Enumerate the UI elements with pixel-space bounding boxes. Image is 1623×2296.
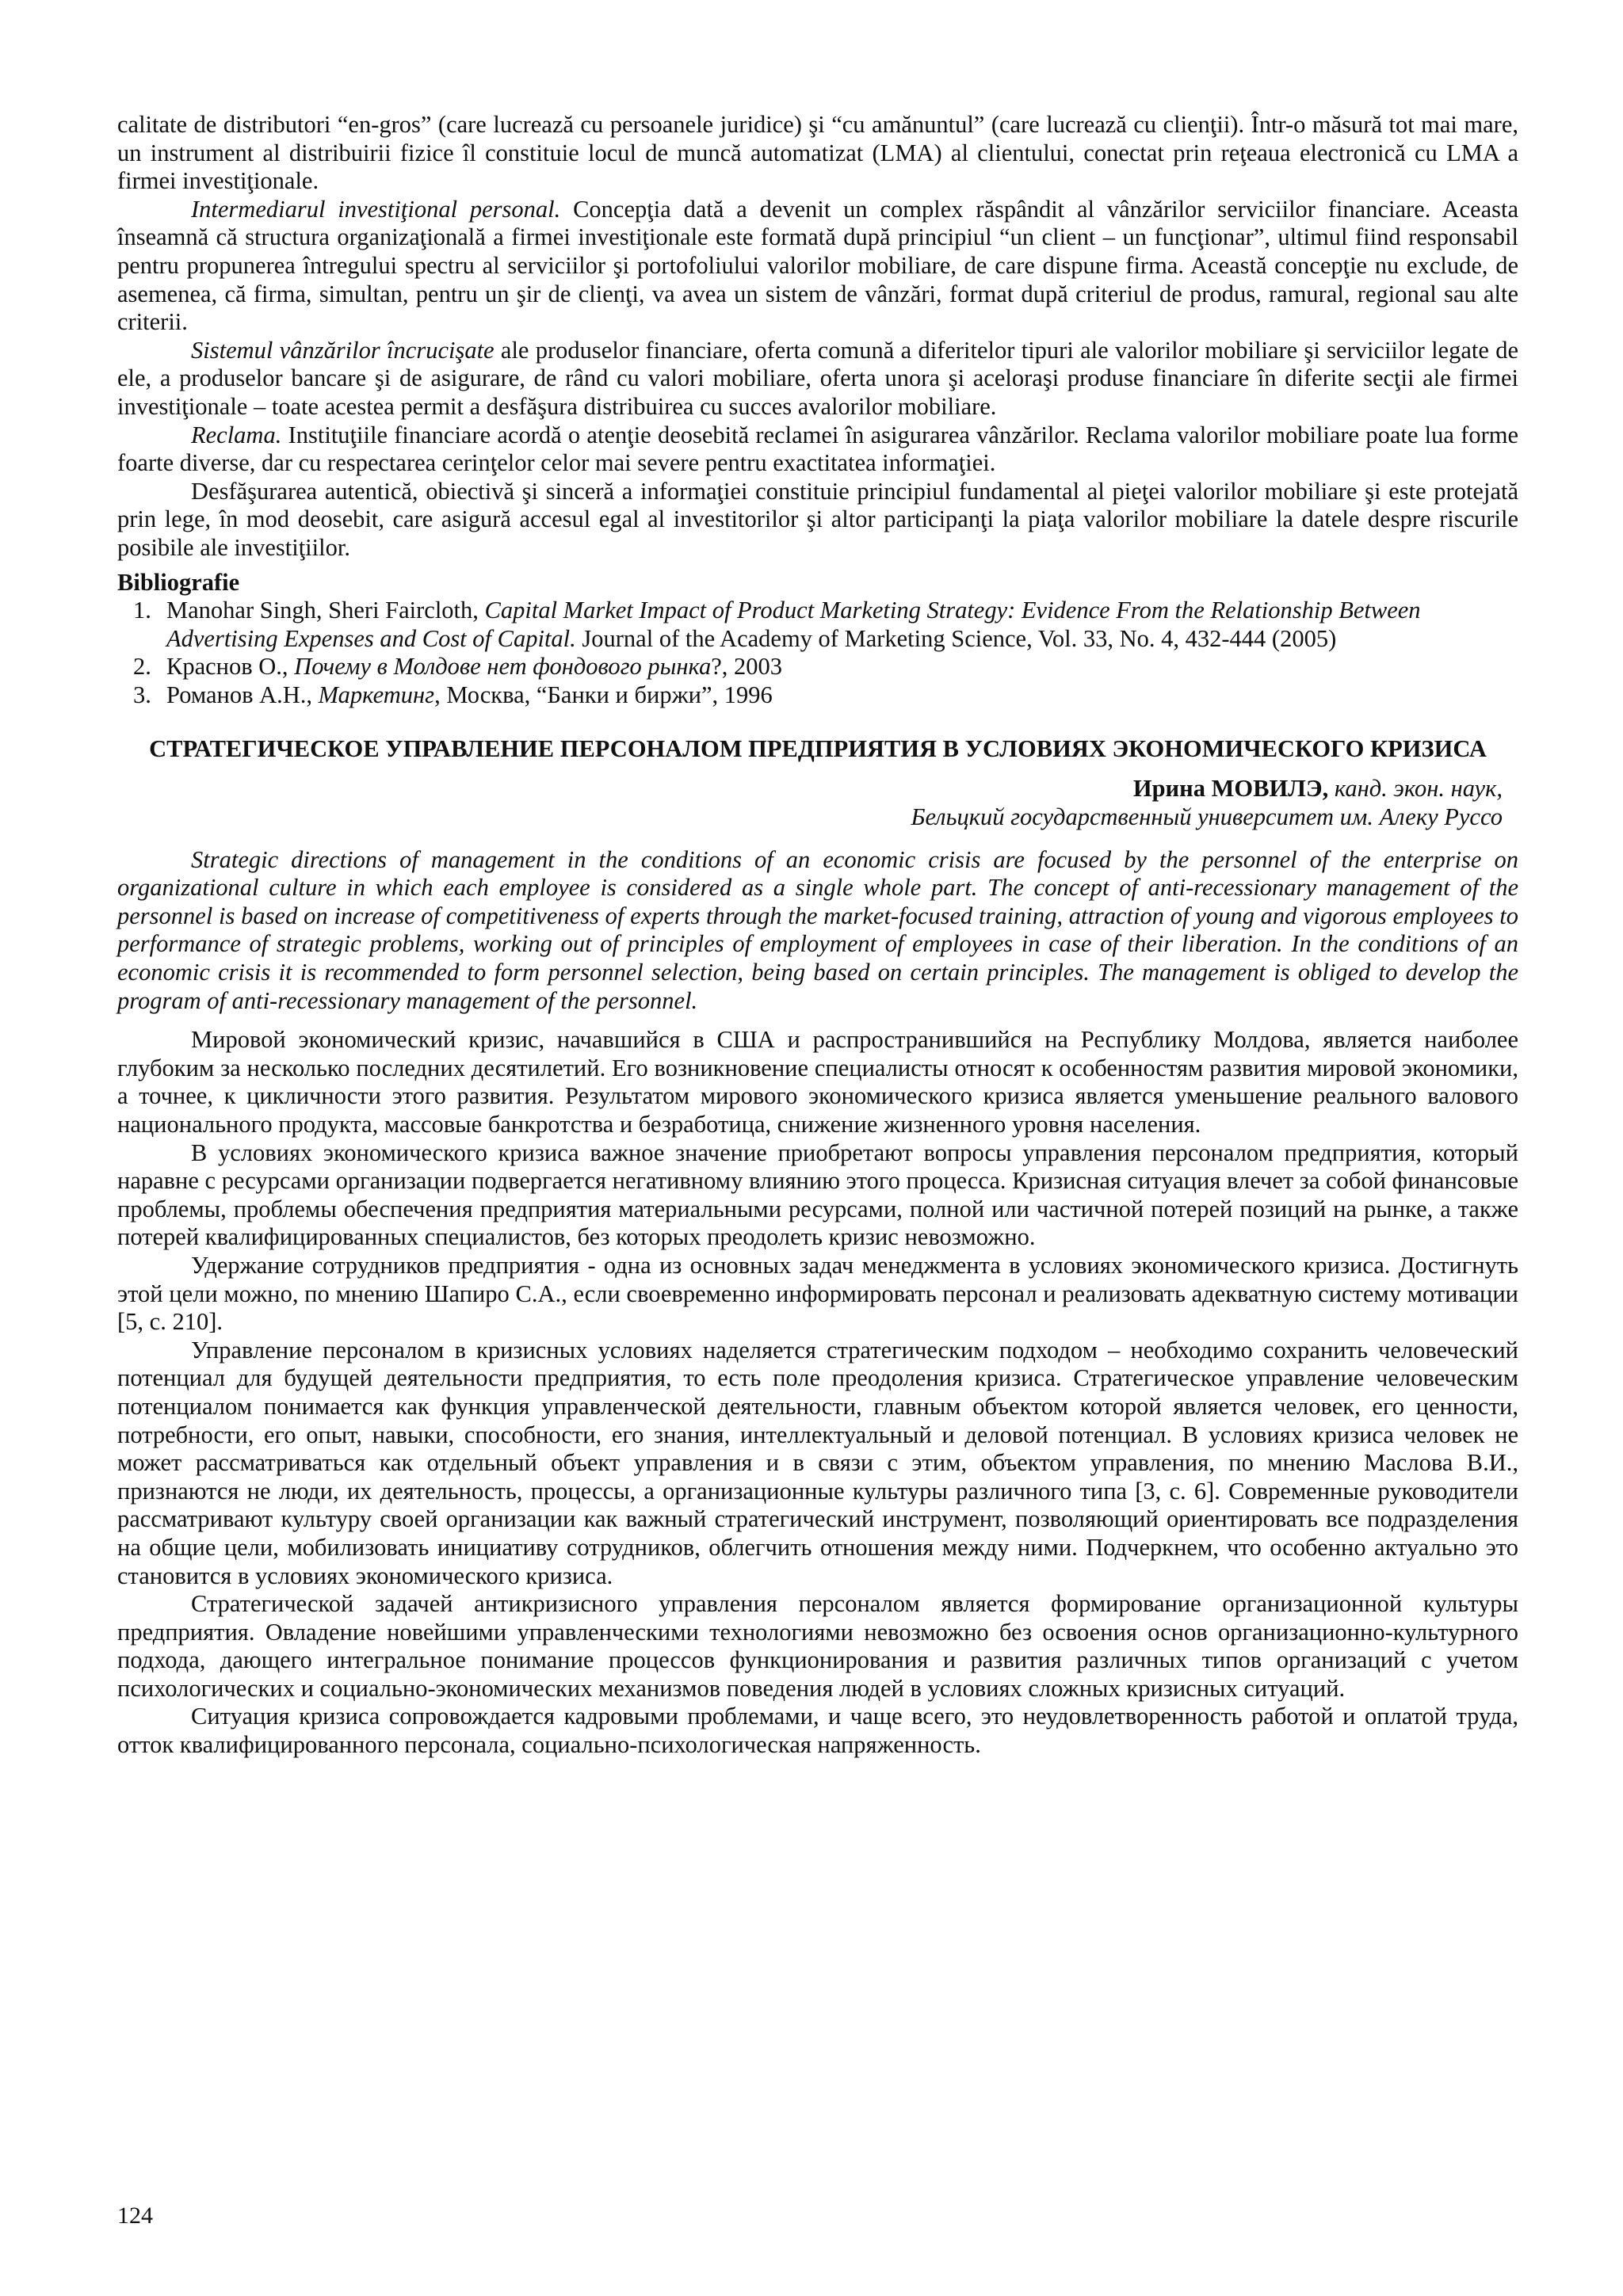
article-body bbox=[117, 1026, 1518, 1759]
bibliography-list bbox=[117, 597, 1518, 709]
paragraph-lead: Sistemul vânzărilor încrucişate bbox=[191, 336, 495, 364]
bibliography-number: 3. bbox=[133, 681, 151, 708]
author-line bbox=[117, 775, 1518, 803]
bibliography-details: , Москва, “Банки и биржи”, 1996 bbox=[434, 681, 773, 708]
paragraph-4 bbox=[117, 421, 1518, 478]
paragraph-text: Concepţia dată a devenit un complex răspândit al vânzărilor serviciilor financiare. Aceasta înseamnă că structura organizaţională a firmei investiţionale este formată după principiul “un client – un funcţionar”, ultimul fiind responsabil pentru propunerea întregului spectru al serviciilor şi portofoliului valorilor mobiliare, de care dispune firma. Această concepţie nu exclude, de asemenea, că firma, simultan, pentru un şir de clienţi, va avea un sistem de vânzări, format după criteriul de produs, ramural, regional sau alte criterii. bbox=[117, 195, 1518, 336]
abstract: Strategic directions of management in the conditions of an economic crisis are focused by the personnel of the enterprise on organizational culture in which each employee is considered as a single whole part. The concept of anti-recessionary management of the personnel is based on increase of competitiveness of experts through the market-focused training, attraction of young and vigorous employees to performance of strategic problems, working out of principles of employment of employees in case of their liberation. In the conditions of an economic crisis it is recommended to form personnel selection, being based on certain principles. The management is obliged to develop the program of anti-recessionary management of the personnel. bbox=[117, 845, 1518, 1014]
paragraph-text: Desfăşurarea autentică, obiectivă şi sinceră a informaţiei constituie principiul fundamental al pieţei valorilor mobiliare şi este protejată prin lege, în mod deosebit, care asigură accesul egal al investitorilor şi altor participanţi la piaţa valorilor mobiliare la datele despre riscurile posibile ale investiţiilor. bbox=[117, 477, 1518, 561]
body-paragraph: Удержание сотрудников предприятия - одна из основных задач менеджмента в условиях экономического кризиса. Достигнуть этой цели можно, по мнению Шапиро С.А., если своевременно информировать персонал и реализовать адекватную систему мотивации [5, с. 210]. bbox=[117, 1251, 1518, 1336]
bibliography-number: 1. bbox=[133, 597, 151, 624]
bibliography-title: Почему в Молдове нет фондового рынка bbox=[294, 653, 712, 681]
bibliography-number: 2. bbox=[133, 653, 151, 681]
bibliography-item bbox=[117, 681, 1518, 710]
paragraph-1 bbox=[117, 111, 1518, 196]
author-degree: канд. экон. наук, bbox=[1328, 775, 1503, 803]
paragraph-lead: Intermediarul investiţional personal. bbox=[191, 195, 561, 223]
paragraph-3 bbox=[117, 337, 1518, 421]
paragraph-text: calitate de distributori “en-gros” (care lucrează cu persoanele juridice) şi “cu amănuntul” (care lucrează cu clienţii). Într-o măsură tot mai mare, un instrument al distribuirii fizice îl constituie locul de muncă automatizat (LMA) al clientului, conectat prin reţeaua electronică cu LMA a firmei investiţionale. bbox=[117, 111, 1518, 195]
paragraph-2 bbox=[117, 196, 1518, 337]
author-affiliation: Бельцкий государственный университет им. Алеку Руссо bbox=[911, 803, 1503, 831]
bibliography-authors: Краснов О., bbox=[166, 653, 295, 681]
page-content bbox=[117, 111, 1518, 1760]
body-paragraph: В условиях экономического кризиса важное значение приобретают вопросы управления персоналом предприятия, который наравне с ресурсами организации подвергается негативному влиянию этого процесса. Кризисная ситуация влечет за собой финансовые проблемы, проблемы обеспечения предприятия материальными ресурсами, полной или частичной потерей позиций на рынке, а также потерей квалифицированных специалистов, без которых преодолеть кризис невозможно. bbox=[117, 1138, 1519, 1251]
bibliography-authors: Романов А.Н., bbox=[166, 681, 319, 708]
body-paragraph: Мировой экономический кризис, начавшийся в США и распространившийся на Республику Молдова, является наиболее глубоким за несколько последних десятилетий. Его возникновение специалисты относят к особенностям развития мировой экономики, а точнее, к цикличности этого развития. Результатом мирового экономического кризиса является уменьшение реального валового национального продукта, массовые банкротства и безработица, снижение жизненного уровня населения. bbox=[117, 1026, 1518, 1138]
paragraph-lead: Reclama. bbox=[191, 421, 282, 448]
bibliography-title: Маркетинг bbox=[318, 681, 435, 708]
bibliography-authors: Manohar Singh, Sheri Faircloth, bbox=[166, 597, 485, 624]
article-title: СТРАТЕГИЧЕСКОЕ УПРАВЛЕНИЕ ПЕРСОНАЛОМ ПРЕДПРИЯТИЯ В УСЛОВИЯХ ЭКОНОМИЧЕСКОГО КРИЗИСА bbox=[149, 735, 1487, 763]
paragraph-5 bbox=[117, 478, 1518, 563]
body-paragraph: Стратегической задачей антикризисного управления персоналом является формирование организационной культуры предприятия. Овладение новейшими управленческими технологиями невозможно без освоения основ организационно-культурного подхода, дающего интегральное понимание процессов функционирования и развития различных типов организаций с учетом психологических и социально-экономических механизмов поведения людей в условиях сложных кризисных ситуаций. bbox=[117, 1590, 1518, 1702]
author-name: Ирина МОВИЛЭ, bbox=[1132, 775, 1329, 803]
bibliography-title: Capital Market Impact of Product Marketing Strategy: Evidence From the Relationship Between Advertising Expenses and Cost of Capital. bbox=[166, 597, 1421, 652]
paragraph-text: Instituţiile financiare acordă o atenţie deosebită reclamei în asigurarea vânzărilor. Reclama valorilor mobiliare poate lua forme foarte diverse, dar cu respectarea cerinţelor celor mai severe pentru exactitatea informaţiei. bbox=[117, 421, 1518, 477]
body-paragraph: Управление персоналом в кризисных условиях наделяется стратегическим подходом – необходимо сохранить человеческий потенциал для будущей деятельности предприятия, то есть поле преодоления кризиса. Стратегическое управление человеческим потенциалом понимается как функция управленческой деятельности, главным объектом которой является человек, его ценности, потребности, его опыт, навыки, способности, его знания, интеллектуальный и деловой потенциал. В условиях кризиса человек не может рассматриваться как отдельный объект управления и в связи с этим, объектом управления, по мнению Маслова В.И., признаются не люди, их деятельность, процессы, а организационные культуры различного типа [3, с. 6]. Современные руководители рассматривают культуру своей организации как важный стратегический инструмент, позволяющий ориентировать все подразделения на общие цели, мобилизовать инициативу сотрудников, облегчить отношения между ними. Подчеркнем, что особенно актуально это становится в условиях экономического кризиса. bbox=[117, 1336, 1518, 1589]
bibliography-details: Journal of the Academy of Marketing Science, Vol. 33, No. 4, 432-444 (2005) bbox=[575, 624, 1337, 652]
page-number: 124 bbox=[117, 2203, 153, 2229]
paragraph-text: ale produselor financiare, oferta comună a diferitelor tipuri ale valorilor mobiliare şi serviciilor legate de ele, a produselor bancare şi de asigurare, de rând cu valori mobiliare, oferta unora şi aceloraşi produse financiare în diferite secţii ale firmei investiţionale – toate acestea permit a desfăşura distribuirea cu succes avalorilor mobiliare. bbox=[117, 336, 1518, 420]
bibliography-heading: Bibliografie bbox=[117, 568, 240, 596]
body-paragraph: Ситуация кризиса сопровождается кадровыми проблемами, и чаще всего, это неудовлетворенность работой и оплатой труда, отток квалифицированного персонала, социально-психологическая напряженность. bbox=[117, 1703, 1518, 1759]
top-section bbox=[117, 111, 1518, 563]
bibliography-details: ?, 2003 bbox=[711, 653, 783, 681]
bibliography-item bbox=[117, 597, 1518, 653]
bibliography-item bbox=[117, 653, 1518, 681]
